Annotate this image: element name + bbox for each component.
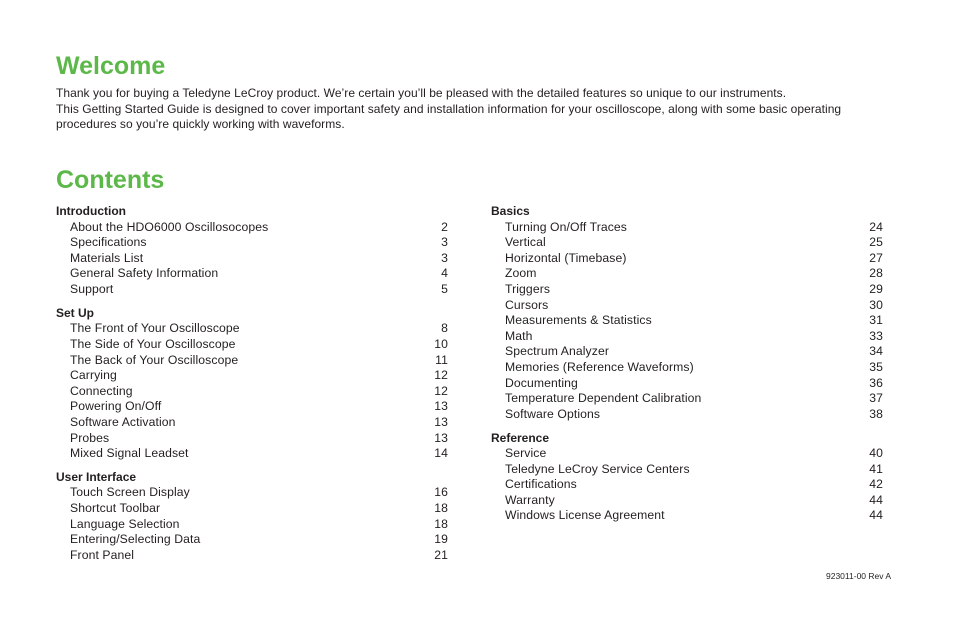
toc-entry-page-number: 14 — [434, 446, 448, 461]
toc-entry[interactable] — [491, 407, 883, 423]
toc-entry-label: Memories (Reference Waveforms) — [505, 359, 694, 374]
toc-entry-label: Specifications — [70, 235, 147, 250]
toc-entry[interactable] — [491, 493, 883, 509]
toc-entry-label: Triggers — [505, 281, 551, 296]
toc-entry-page-number: 31 — [869, 313, 883, 328]
toc-entry-label: The Side of Your Oscilloscope — [70, 336, 236, 351]
toc-entry-page-number: 36 — [869, 375, 883, 390]
toc-entry[interactable] — [491, 477, 883, 493]
toc-section-title: Reference — [491, 430, 550, 445]
toc-entry[interactable] — [491, 462, 883, 478]
toc-entry-page-number: 12 — [434, 368, 448, 383]
toc-entry-page-number: 42 — [869, 477, 883, 492]
toc-entry-page-number: 37 — [869, 391, 883, 406]
toc-entry-page-number: 4 — [441, 266, 448, 281]
toc-entry-label: Documenting — [505, 375, 578, 390]
toc-section — [56, 204, 448, 298]
toc-entry-label: Touch Screen Display — [70, 485, 190, 500]
toc-section-title: Introduction — [56, 204, 126, 218]
toc-entry-page-number: 3 — [441, 250, 448, 265]
toc-section-title: Basics — [491, 204, 530, 218]
toc-entry[interactable] — [491, 360, 883, 376]
toc-entry-page-number: 44 — [869, 492, 883, 507]
toc-entry[interactable] — [56, 532, 448, 548]
toc-entry-label: Certifications — [505, 477, 577, 492]
welcome-paragraph: This Getting Started Guide is designed to cover important safety and installation information for your oscilloscope, along with some basic operating procedures so you’re quickly working with waveforms. — [56, 101, 842, 132]
toc-entry-page-number: 12 — [434, 383, 448, 398]
toc-entry-label: Probes — [70, 430, 110, 445]
toc-entry-label: Math — [505, 328, 533, 343]
toc-entry-label: Warranty — [505, 492, 555, 507]
toc-entry-page-number: 11 — [435, 352, 448, 367]
toc-entry-label: Vertical — [505, 235, 546, 250]
toc-entry-label: Language Selection — [70, 516, 180, 531]
toc-right-column — [491, 204, 883, 532]
toc-entry[interactable] — [491, 220, 883, 236]
toc-entry[interactable] — [56, 384, 448, 400]
toc-entry-page-number: 8 — [441, 321, 448, 336]
toc-entry-page-number: 16 — [434, 485, 448, 500]
toc-entry[interactable] — [491, 329, 883, 345]
toc-entry-label: Zoom — [505, 266, 537, 281]
toc-entry-page-number: 13 — [434, 414, 448, 429]
toc-entry[interactable] — [56, 368, 448, 384]
toc-entry[interactable] — [56, 321, 448, 337]
document-number: 923011-00 Rev A — [826, 571, 892, 581]
toc-entry[interactable] — [491, 251, 883, 267]
toc-entry-label: Software Activation — [70, 414, 176, 429]
toc-entry[interactable] — [491, 266, 883, 282]
toc-entry[interactable] — [491, 446, 883, 462]
toc-entry[interactable] — [491, 282, 883, 298]
toc-entry-label: Materials List — [70, 250, 144, 265]
contents-heading: Contents — [56, 166, 165, 194]
toc-entry-page-number: 34 — [869, 344, 883, 359]
toc-entry-label: Windows License Agreement — [505, 508, 665, 523]
toc-entry-label: Cursors — [505, 297, 549, 312]
toc-section — [56, 470, 448, 564]
toc-entry[interactable] — [56, 431, 448, 447]
toc-entry-label: Powering On/Off — [70, 399, 162, 414]
toc-entry[interactable] — [56, 266, 448, 282]
toc-entry[interactable] — [491, 298, 883, 314]
toc-entry[interactable] — [56, 282, 448, 298]
toc-entry[interactable] — [491, 508, 883, 524]
toc-entry-label: Teledyne LeCroy Service Centers — [505, 461, 690, 476]
toc-entry-page-number: 40 — [869, 446, 883, 461]
toc-entry-page-number: 25 — [869, 235, 883, 250]
toc-entry[interactable] — [56, 220, 448, 236]
toc-entry-label: Temperature Dependent Calibration — [505, 391, 702, 406]
toc-entry[interactable] — [56, 548, 448, 564]
toc-entry[interactable] — [56, 501, 448, 517]
toc-left-column — [56, 204, 448, 572]
toc-entry-page-number: 18 — [434, 501, 448, 516]
toc-entry-page-number: 18 — [434, 516, 448, 531]
toc-entry[interactable] — [56, 337, 448, 353]
toc-entry-label: Connecting — [70, 383, 133, 398]
toc-entry-page-number: 41 — [869, 461, 883, 476]
toc-entry-page-number: 27 — [869, 250, 883, 265]
welcome-heading: Welcome — [56, 52, 166, 80]
toc-section-title: User Interface — [56, 469, 137, 484]
toc-entry[interactable] — [491, 391, 883, 407]
toc-entry-page-number: 28 — [869, 266, 883, 281]
welcome-intro — [56, 86, 896, 133]
toc-entry-label: Support — [70, 281, 114, 296]
toc-entry-label: Turning On/Off Traces — [505, 219, 627, 234]
toc-entry[interactable] — [56, 446, 448, 462]
toc-entry-page-number: 35 — [869, 359, 883, 374]
toc-entry[interactable] — [56, 235, 448, 251]
toc-entry-label: Entering/Selecting Data — [70, 532, 201, 547]
toc-entry[interactable] — [491, 313, 883, 329]
toc-entry[interactable] — [491, 376, 883, 392]
toc-entry-label: General Safety Information — [70, 266, 219, 281]
toc-section — [56, 306, 448, 462]
toc-entry-label: The Front of Your Oscilloscope — [70, 321, 240, 336]
toc-entry-label: Measurements & Statistics — [505, 313, 652, 328]
toc-entry-label: Spectrum Analyzer — [505, 344, 609, 359]
toc-entry-page-number: 29 — [869, 281, 883, 296]
toc-entry-page-number: 5 — [441, 281, 448, 296]
toc-entry-page-number: 24 — [869, 219, 883, 234]
toc-entry-label: Mixed Signal Leadset — [70, 446, 189, 461]
toc-entry-page-number: 33 — [869, 328, 883, 343]
toc-entry[interactable] — [491, 344, 883, 360]
toc-section-title: Set Up — [56, 305, 95, 320]
toc-entry[interactable] — [56, 485, 448, 501]
toc-entry-page-number: 38 — [869, 406, 883, 421]
toc-entry-page-number: 3 — [441, 235, 448, 250]
toc-entry[interactable] — [56, 517, 448, 533]
toc-entry-page-number: 10 — [434, 336, 448, 351]
toc-entry[interactable] — [491, 235, 883, 251]
toc-section — [491, 204, 883, 422]
toc-entry-page-number: 44 — [869, 508, 883, 523]
welcome-paragraph: Thank you for buying a Teledyne LeCroy product. We’re certain you’ll be pleased with the detailed features so unique to our instruments. — [56, 86, 787, 100]
toc-entry-label: Software Options — [505, 406, 601, 421]
toc-entry[interactable] — [56, 399, 448, 415]
toc-entry-label: Shortcut Toolbar — [70, 501, 161, 516]
toc-entry-page-number: 19 — [434, 532, 448, 547]
toc-entry-page-number: 21 — [434, 547, 448, 562]
toc-entry-label: Front Panel — [70, 547, 135, 562]
toc-entry[interactable] — [56, 353, 448, 369]
toc-entry-label: Service — [505, 446, 547, 461]
toc-entry-page-number: 2 — [441, 219, 448, 234]
toc-entry-label: The Back of Your Oscilloscope — [70, 352, 239, 367]
toc-entry-page-number: 13 — [434, 430, 448, 445]
toc-entry-page-number: 30 — [869, 297, 883, 312]
toc-entry-label: Horizontal (Timebase) — [505, 250, 627, 265]
toc-entry[interactable] — [56, 251, 448, 267]
toc-entry-label: About the HDO6000 Oscillosocopes — [70, 219, 269, 234]
toc-entry-page-number: 13 — [434, 399, 448, 414]
toc-section — [491, 431, 883, 525]
toc-entry-label: Carrying — [70, 368, 117, 383]
toc-entry[interactable] — [56, 415, 448, 431]
